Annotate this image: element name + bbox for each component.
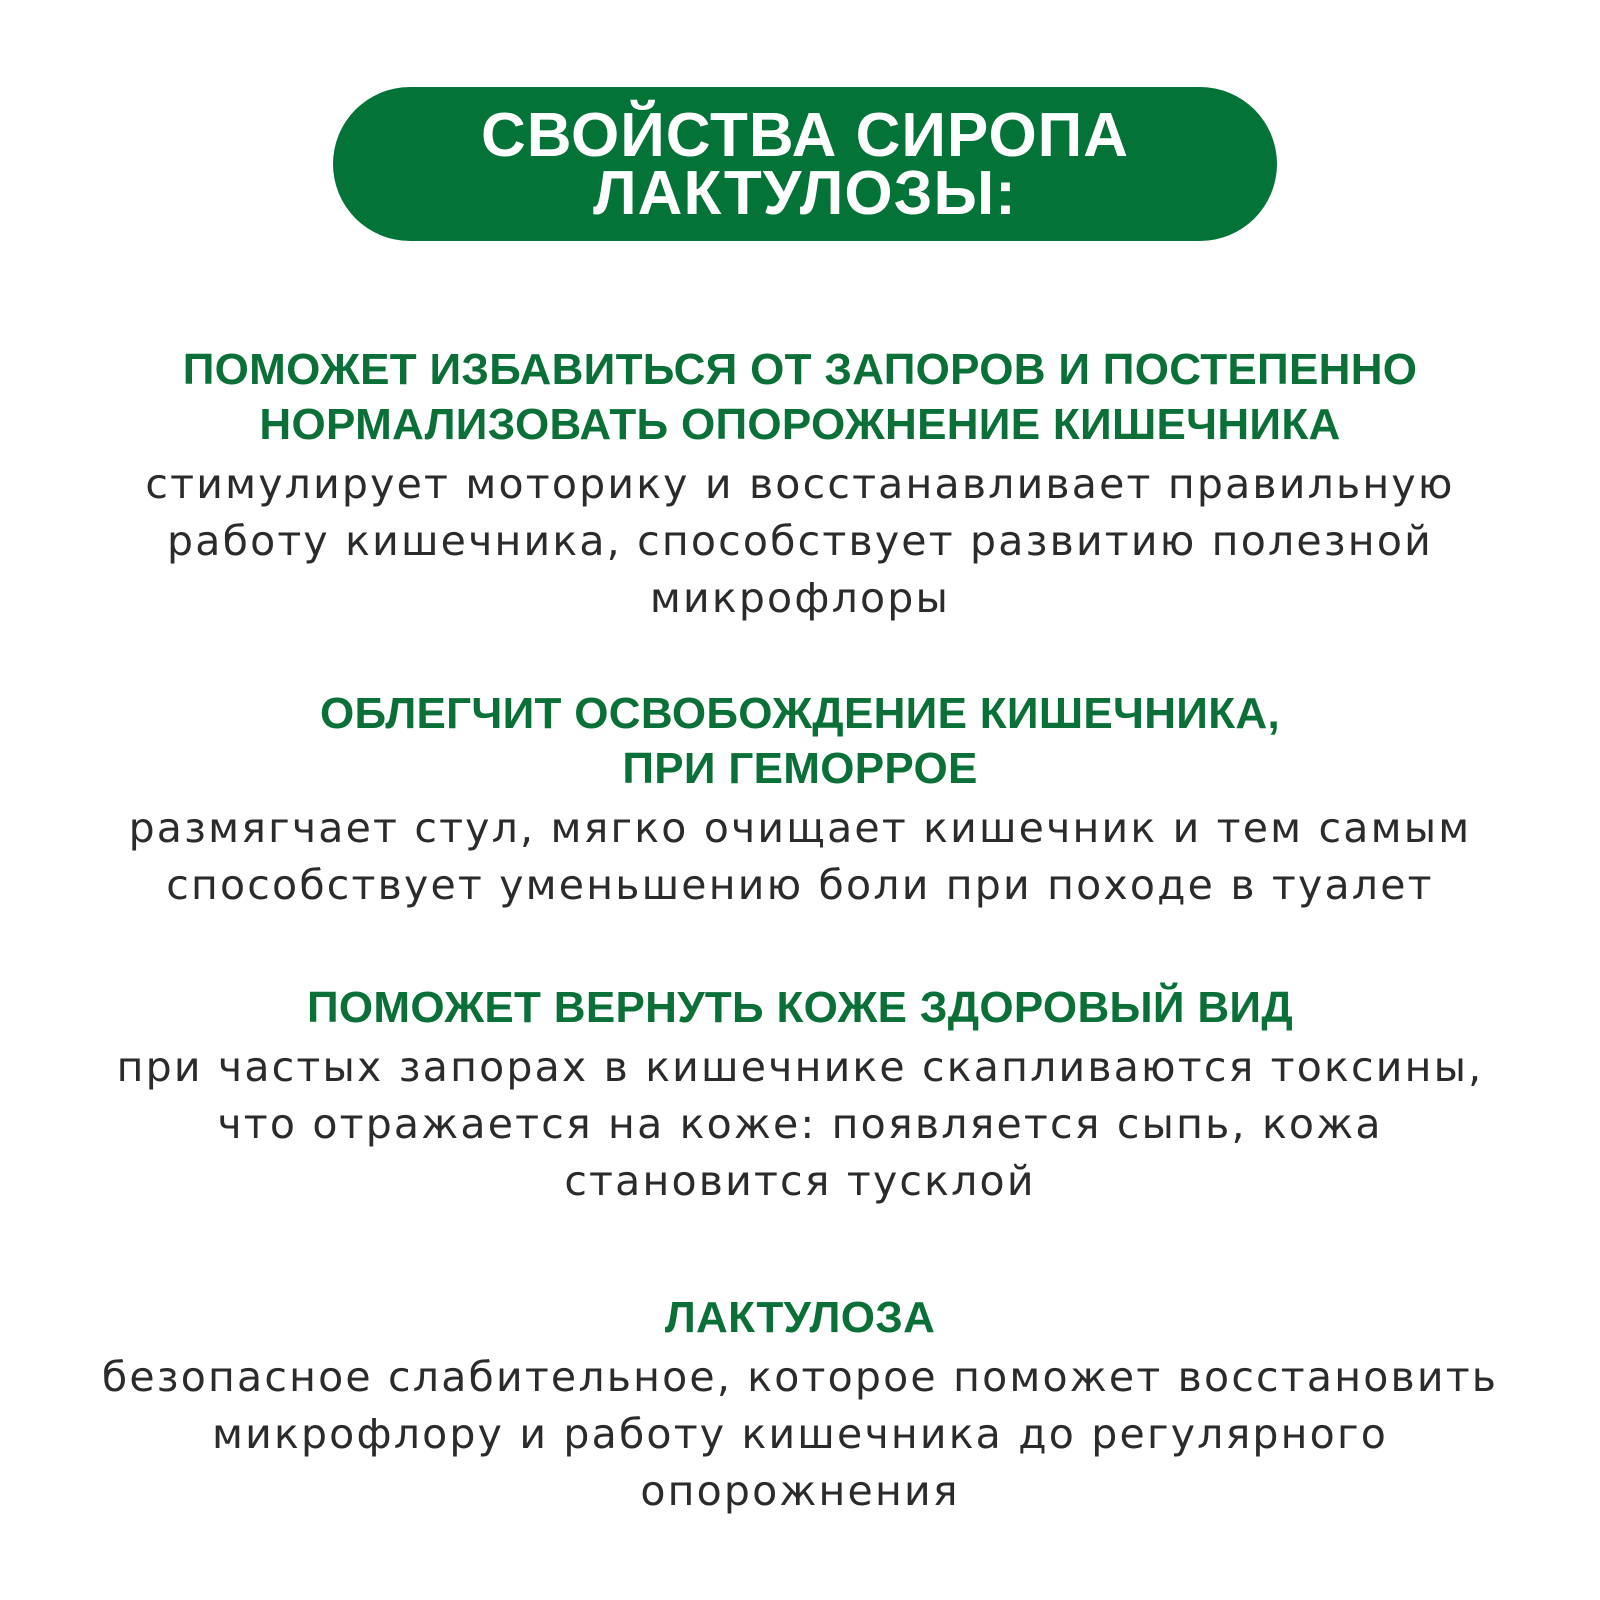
property-description-line: становится тусклой	[564, 1157, 1036, 1205]
property-description-line: опорожнения	[640, 1467, 960, 1515]
property-lactulose	[0, 1290, 1600, 1520]
property-description-line: что отражается на коже: появляется сыпь, кожа	[217, 1100, 1383, 1148]
property-description-line: размягчает стул, мягко очищает кишечник и тем самым	[128, 804, 1472, 852]
title-line-2: ЛАКТУЛОЗЫ:	[593, 159, 1017, 228]
property-heading-line: ПОМОЖЕТ ИЗБАВИТЬСЯ ОТ ЗАПОРОВ И ПОСТЕПЕННО	[182, 345, 1418, 394]
property-description-line: способствует уменьшению боли при походе в туалет	[166, 861, 1434, 909]
property-description-line: микрофлору и работу кишечника до регулярного	[212, 1410, 1388, 1458]
property-description-line: безопасное слабительное, которое поможет восстановить	[101, 1353, 1499, 1401]
title-banner	[333, 87, 1277, 241]
property-skin	[0, 980, 1600, 1210]
property-description-line: работу кишечника, способствует развитию полезной	[167, 517, 1433, 565]
property-heading-line: НОРМАЛИЗОВАТЬ ОПОРОЖНЕНИЕ КИШЕЧНИКА	[259, 400, 1341, 449]
property-constipation	[0, 342, 1600, 627]
property-heading-line: ПОМОЖЕТ ВЕРНУТЬ КОЖЕ ЗДОРОВЫЙ ВИД	[306, 983, 1294, 1032]
property-heading-line: ПРИ ГЕМОРРОЕ	[622, 744, 978, 793]
property-description-line: микрофлоры	[649, 574, 951, 622]
property-hemorrhoids	[0, 686, 1600, 914]
property-heading-line: ЛАКТУЛОЗА	[664, 1293, 936, 1342]
title-line-1: СВОЙСТВА СИРОПА	[480, 101, 1130, 170]
property-heading-line: ОБЛЕГЧИТ ОСВОБОЖДЕНИЕ КИШЕЧНИКА,	[320, 689, 1280, 738]
property-description-line: стимулирует моторику и восстанавливает правильную	[145, 460, 1455, 508]
property-description-line: при частых запорах в кишечнике скапливаются токсины,	[116, 1043, 1484, 1091]
